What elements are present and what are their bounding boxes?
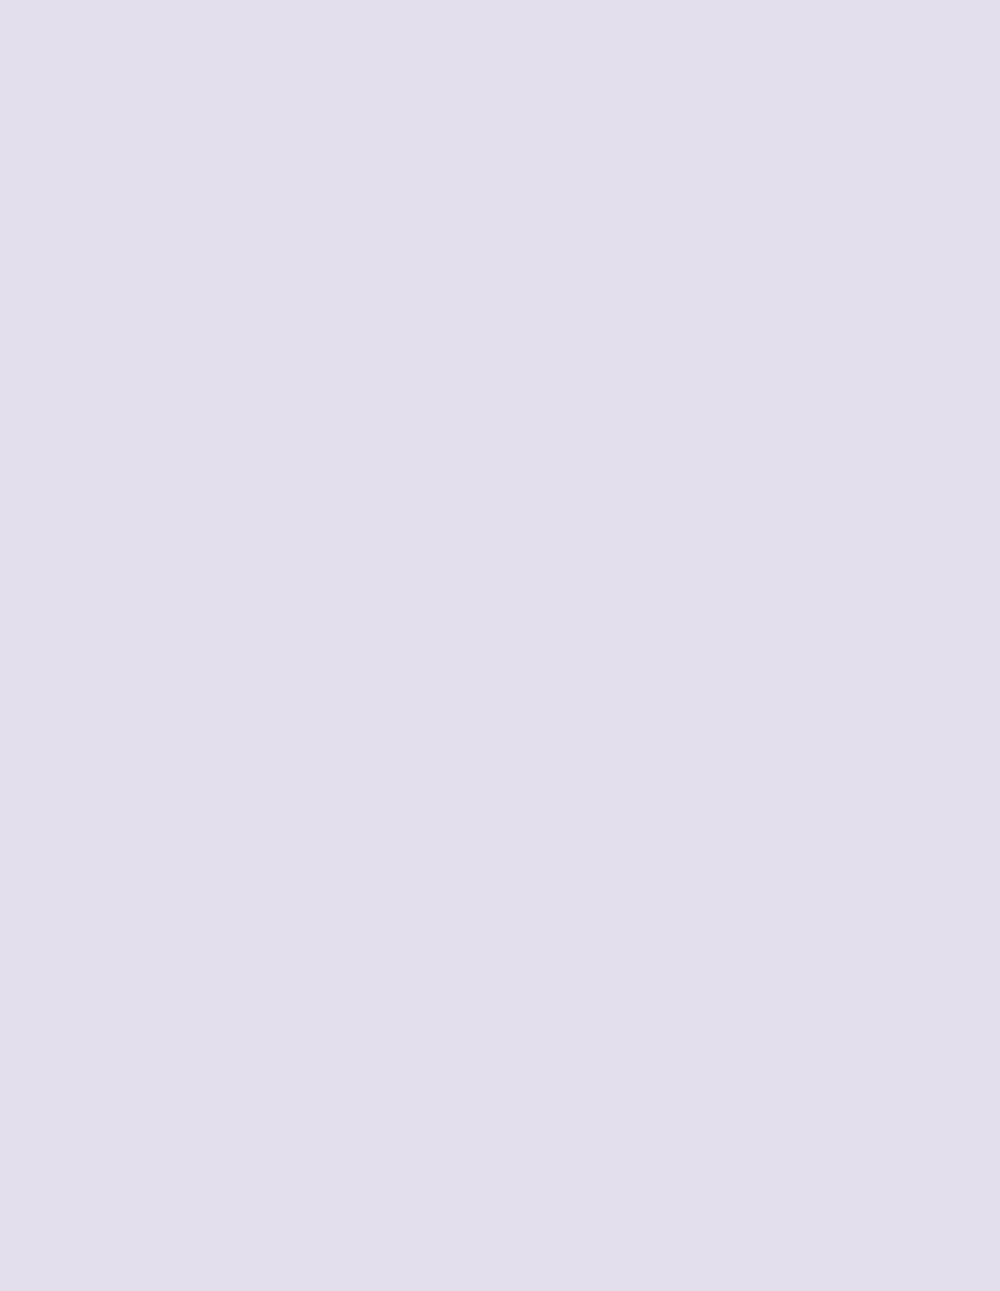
liveworksheets-logo[interactable]: [965, 1255, 992, 1287]
logo-mark-letter: [977, 1271, 989, 1283]
logo-mark-letter: [965, 1271, 977, 1283]
logo-mark-icon: [965, 1259, 989, 1283]
logo-mark-letter: [965, 1259, 977, 1271]
logo-mark-letter: [977, 1259, 989, 1271]
